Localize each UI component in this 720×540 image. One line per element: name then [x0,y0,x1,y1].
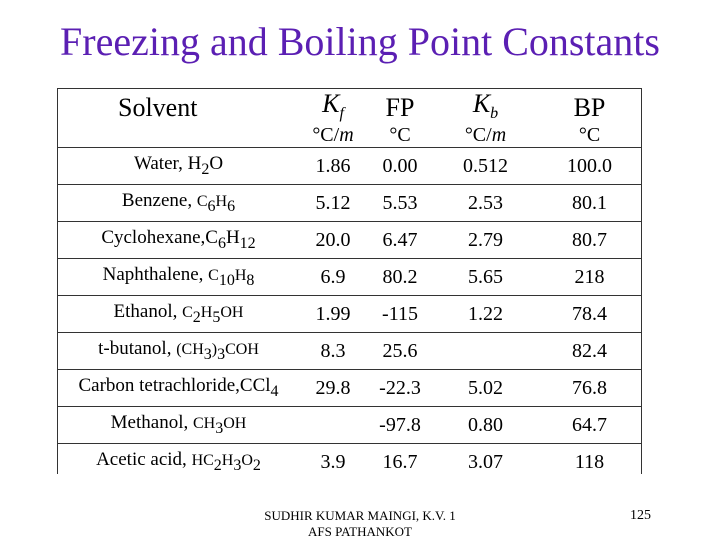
solvent-cell: Naphthalene, $C_{10}H_8$ [58,259,299,296]
kb-cell [433,333,538,370]
fp-cell: 16.7 [382,450,418,473]
solvent-cell: Carbon tetrachloride,CCl$_4$ [58,370,299,407]
kf-cell: 6.9 [299,259,367,296]
kf-cell: 29.8 [299,370,367,407]
solvent-cell: t-butanol, $(CH_3)_3COH$ [58,333,299,370]
kb-cell: 1.22 [433,296,538,333]
footer-line-2: AFS PATHANKOT [308,524,412,539]
solvent-cell: Methanol, $CH_3OH$ [58,407,299,444]
kf-cell: 3.9 [320,450,346,473]
solvent-cell: Ethanol, $C_2H_5OH$ [58,296,299,333]
units-fp: °C [367,123,433,148]
header-fp: FP [385,93,415,123]
kb-cell: 5.65 [433,259,538,296]
page-number: 125 [630,508,651,523]
bp-cell: 76.8 [538,370,641,407]
fp-cell: -22.3 [367,370,433,407]
header-kb: $K_b$ [472,89,499,123]
table-row [58,185,641,222]
bp-cell: 80.1 [538,185,641,222]
bp-cell: 82.4 [538,333,641,370]
fp-cell: 6.47 [367,222,433,259]
bp-cell: 80.7 [538,222,641,259]
footer-credit [230,508,490,540]
kb-cell: 3.07 [468,450,503,473]
fp-cell: -115 [367,296,433,333]
fp-cell: 0.00 [367,148,433,185]
units-bp: °C [538,123,641,148]
table-units-row [58,123,641,148]
fp-cell: 25.6 [367,333,433,370]
kf-cell: 1.99 [299,296,367,333]
table-row [58,370,641,407]
bp-cell: 100.0 [538,148,641,185]
units-kf: °C/m [299,123,367,148]
units-solvent-blank [58,123,299,148]
table-row [58,407,641,444]
fp-cell: 80.2 [367,259,433,296]
fp-cell: 5.53 [367,185,433,222]
table-header-row [58,89,641,123]
kf-cell: 5.12 [299,185,367,222]
header-kf: $K_f$ [322,89,344,123]
header-solvent: Solvent [118,93,198,123]
bp-cell: 64.7 [538,407,641,444]
fp-cell: -97.8 [367,407,433,444]
header-bp: BP [573,93,606,123]
kb-cell: 5.02 [433,370,538,407]
solvent-cell: Water, $H_2O$ [58,148,299,185]
kf-cell [299,407,367,444]
table-row [58,296,641,333]
kb-cell: 2.53 [433,185,538,222]
kb-cell: 0.512 [433,148,538,185]
table-row [58,259,641,296]
kb-cell: 2.79 [433,222,538,259]
table-row [58,333,641,370]
units-kb: °C/m [433,123,538,148]
kb-cell: 0.80 [433,407,538,444]
table-row [58,222,641,259]
constants-table [57,88,642,474]
footer-line-1: SUDHIR KUMAR MAINGI, K.V. 1 [264,508,456,523]
solvent-cell: $Cyclohexane,C_6H_{12}$ [58,222,299,259]
bp-cell: 78.4 [538,296,641,333]
bp-cell: 218 [538,259,641,296]
solvent-cell: Benzene, $C_6H_6$ [58,185,299,222]
table-row [58,148,641,185]
solvent-cell: Acetic acid, $HC_2H_3O_2$ [96,449,261,475]
table-row [58,444,641,481]
slide-title: Freezing and Boiling Point Constants [60,19,660,64]
kf-cell: 20.0 [299,222,367,259]
kf-cell: 8.3 [299,333,367,370]
kf-cell: 1.86 [299,148,367,185]
bp-cell: 118 [574,450,605,473]
